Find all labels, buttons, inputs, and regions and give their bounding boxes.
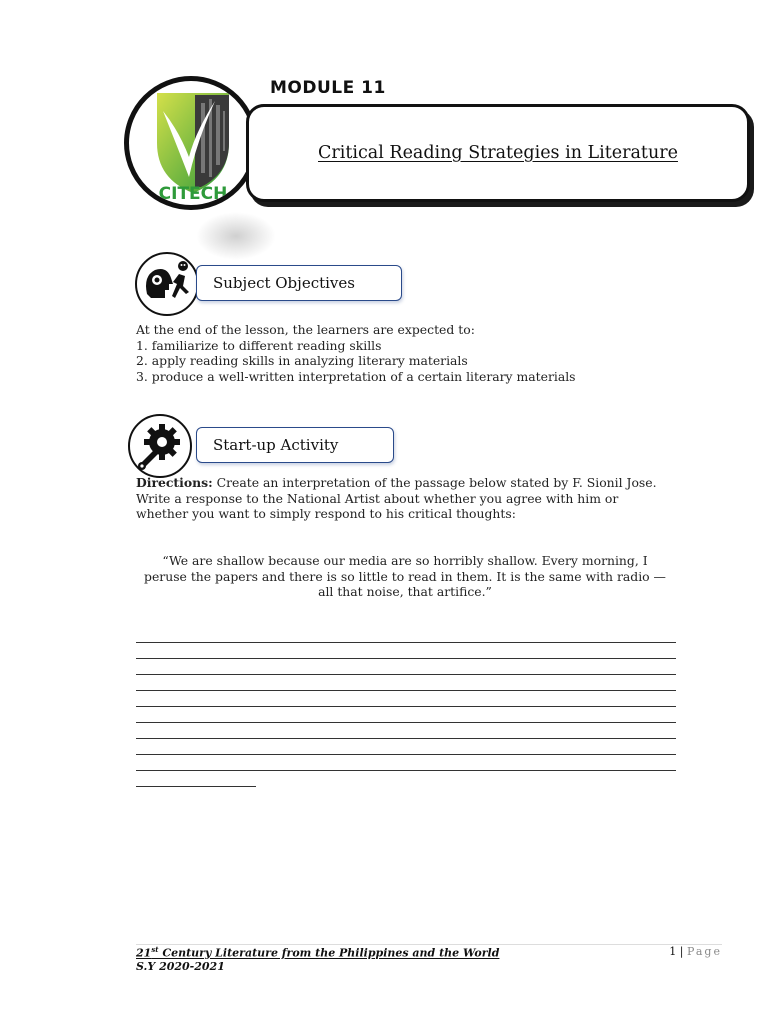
title-box <box>246 104 750 202</box>
answer-line[interactable] <box>136 659 676 675</box>
page-separator: | <box>676 945 687 958</box>
answer-line[interactable] <box>136 771 256 787</box>
objective-item: 2. apply reading skills in analyzing literary materials <box>136 353 468 369</box>
answer-line[interactable] <box>136 739 676 755</box>
logo-text: CITECH <box>158 184 228 204</box>
directions-label: Directions: <box>136 475 213 490</box>
answer-line[interactable] <box>136 755 676 771</box>
citech-logo <box>124 76 258 210</box>
startup-activity-title: Start-up Activity <box>213 436 339 454</box>
directions <box>136 475 668 522</box>
objective-item: 1. familiarize to different reading skills <box>136 337 382 353</box>
decorative-shadow <box>196 212 276 260</box>
startup-activity-label <box>196 427 394 463</box>
course-name: Century Literature from the Philippines and the World <box>158 946 500 960</box>
answer-line[interactable] <box>136 707 676 723</box>
page-number: 1 <box>669 945 677 958</box>
objective-item: 3. produce a well-written interpretation of a certain literary materials <box>136 368 576 384</box>
objectives-intro: At the end of the lesson, the learners are expected to: <box>136 322 475 337</box>
gear-wrench-icon <box>128 414 192 478</box>
directions-text: Create an interpretation of the passage below stated by F. Sionil Jose. Write a response to the National Artist about whether you agree with him or whether you want to simply respond to his critical thoughts: <box>136 475 657 522</box>
course-title <box>136 945 499 960</box>
objectives-list <box>136 322 696 384</box>
subject-objectives-title: Subject Objectives <box>213 274 355 292</box>
subject-objectives-label <box>196 265 402 301</box>
answer-line[interactable] <box>136 675 676 691</box>
quote: “We are shallow because our media are so horribly shallow. Every morning, I peruse the papers and there is so little to read in them. It is the same with radio — all that noise, that artifice.” <box>144 553 666 600</box>
answer-line[interactable] <box>136 723 676 739</box>
citech-shield-icon <box>129 81 253 205</box>
page-title: Critical Reading Strategies in Literature <box>318 143 678 163</box>
course-number: 21 <box>136 946 152 960</box>
head-runner-icon <box>135 252 199 316</box>
answer-line[interactable] <box>136 643 676 659</box>
course-ordinal: st <box>151 945 159 954</box>
school-year: S.Y 2020-2021 <box>136 960 225 973</box>
answer-lines[interactable] <box>136 627 676 787</box>
module-label: MODULE 11 <box>270 78 386 98</box>
answer-line[interactable] <box>136 691 676 707</box>
page-word: Page <box>686 945 722 958</box>
page-indicator <box>669 945 722 958</box>
answer-line[interactable] <box>136 627 676 643</box>
